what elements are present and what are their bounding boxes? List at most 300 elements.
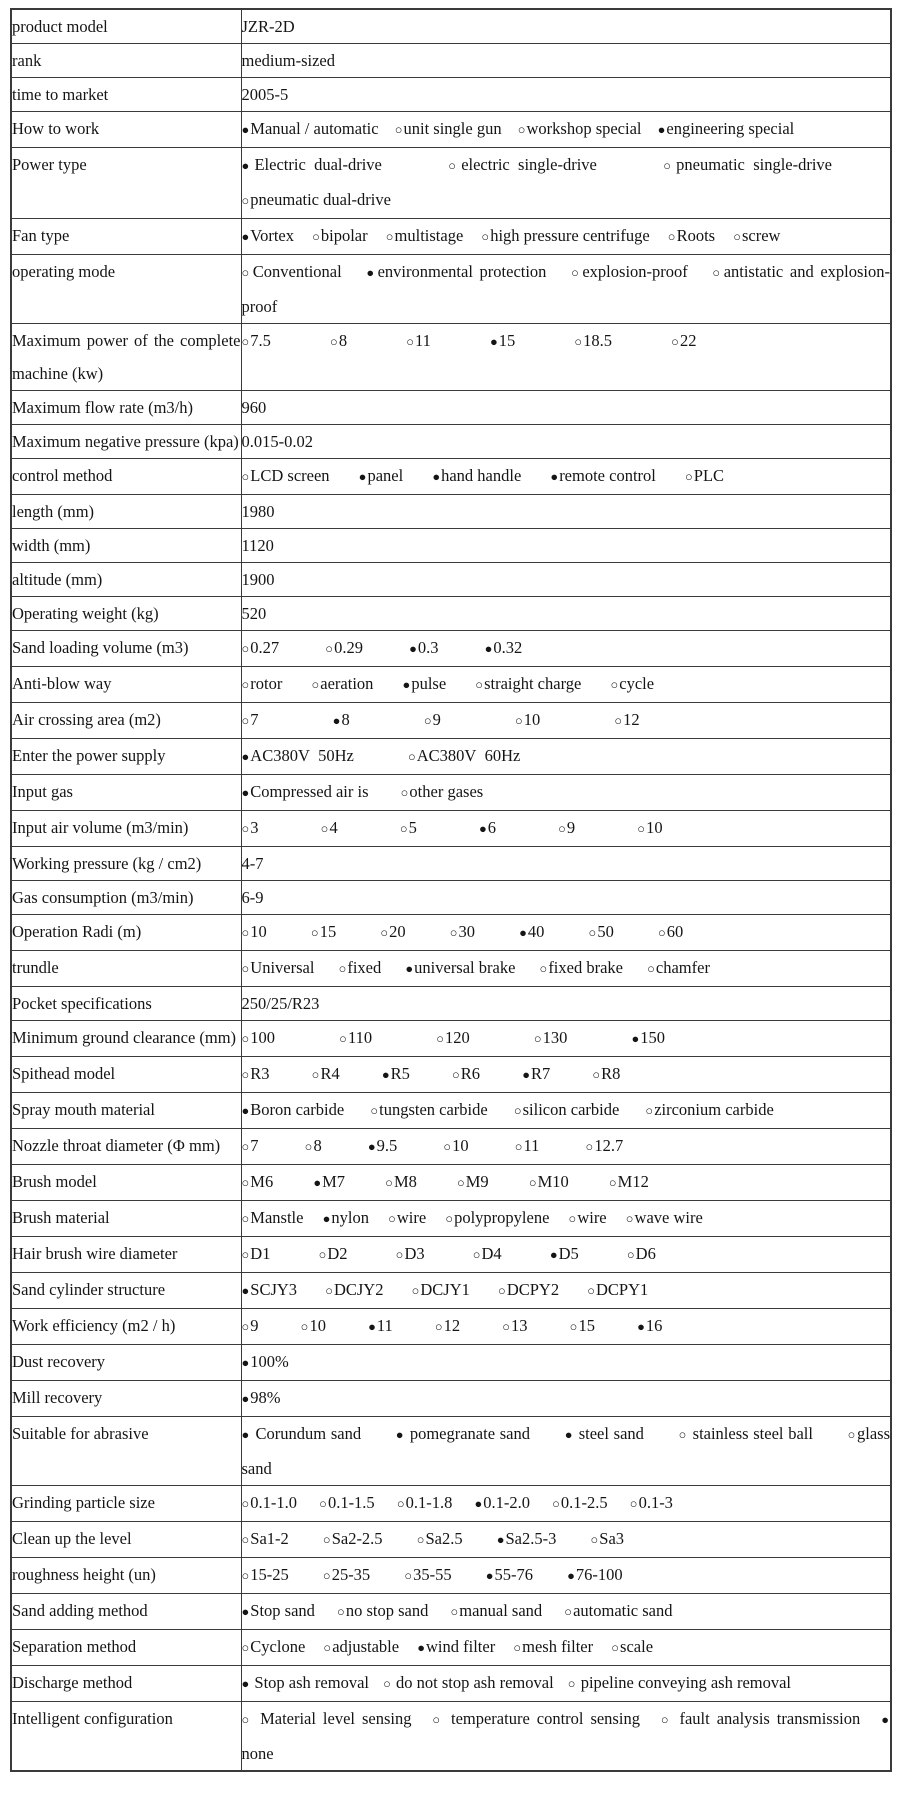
spec-option-label: 10 [646,818,663,837]
spec-option [242,1529,289,1548]
spec-row [11,811,891,847]
spec-value-cell [241,1165,891,1201]
spec-option [614,710,639,729]
spec-option [479,818,496,837]
spec-option-label: fixed [347,958,382,977]
spec-option-label: 0.32 [493,638,523,657]
spec-option-label: Compressed air is [250,782,369,801]
radio-empty-icon: ○ [400,786,409,800]
spec-option-label: aeration [320,674,374,693]
radio-empty-icon: ○ [502,1320,511,1334]
spec-option [529,1172,569,1191]
spec-option-label: glass sand [241,1424,890,1478]
radio-empty-icon: ○ [452,1068,460,1082]
spec-option-label: AC380V 50Hz [250,746,354,765]
spec-option-label: M12 [617,1172,649,1191]
spec-value-cell [241,1702,891,1772]
radio-empty-icon: ○ [300,1320,309,1334]
spec-value-cell [241,631,891,667]
spec-value-cell [241,1093,891,1129]
spec-label-cell: Maximum negative pressure (kpa) [11,425,241,459]
spec-option-label: 12 [623,710,640,729]
spec-option [242,1637,306,1656]
radio-empty-icon: ○ [407,750,416,764]
spec-option-label: 0.1-2.5 [560,1493,608,1512]
spec-option-label: Material level sensing [253,1709,412,1728]
radio-empty-icon: ○ [370,1104,379,1118]
spec-option [564,1601,672,1620]
radio-empty-icon: ○ [406,335,414,349]
radio-filled-icon: ● [405,962,414,976]
spec-option-label: 12.7 [594,1136,624,1155]
spec-option [242,782,369,801]
spec-option-label: Vortex [250,226,294,245]
spec-option [359,466,404,485]
spec-option [319,1493,375,1512]
spec-option-label: Manual / automatic [250,119,379,138]
spec-option-label: 7 [250,1136,259,1155]
spec-option [661,1709,860,1728]
spec-value-cell [241,1237,891,1273]
spec-option-label: 0.1-2.0 [483,1493,530,1512]
spec-value-cell [241,459,891,495]
radio-empty-icon: ○ [241,926,250,940]
spec-option-label: pulse [411,674,447,693]
radio-empty-icon: ○ [241,266,252,280]
spec-value-cell [241,1594,891,1630]
spec-row [11,951,891,987]
radio-empty-icon: ○ [552,1497,560,1511]
spec-value-cell: medium-sized [241,44,891,78]
radio-empty-icon: ○ [383,1677,391,1691]
spec-row [11,112,891,148]
spec-value-cell: 2005-5 [241,78,891,112]
spec-option [395,119,502,138]
spec-option [323,1565,370,1584]
spec-option [569,1208,607,1227]
spec-row [11,1417,891,1486]
radio-filled-icon: ● [241,1356,250,1370]
spec-option-label: tungsten carbide [379,1100,488,1119]
spec-option-label: M9 [465,1172,489,1191]
spec-option [550,1244,579,1263]
spec-option [448,155,597,174]
spec-label-cell: Anti-blow way [11,667,241,703]
radio-filled-icon: ● [549,1248,558,1262]
radio-filled-icon: ● [322,1212,331,1226]
spec-option [242,1136,259,1155]
radio-empty-icon: ○ [311,1068,320,1082]
spec-option-label: high pressure centrifuge [490,226,650,245]
spec-option-label: other gases [409,782,484,801]
spec-option-label: 0.27 [250,638,280,657]
spec-option-label: workshop special [526,119,642,138]
spec-option-label: Universal [250,958,315,977]
radio-filled-icon: ● [550,470,559,484]
radio-filled-icon: ● [489,335,498,349]
spec-option [733,226,780,245]
spec-row [11,459,891,495]
spec-option-label: wave wire [634,1208,703,1227]
radio-empty-icon: ○ [647,962,655,976]
spec-option-label: panel [367,466,404,485]
radio-filled-icon: ● [409,642,417,656]
spec-value-cell: 520 [241,597,891,631]
spec-option-label: pneumatic dual-drive [250,190,391,209]
spec-option [312,226,368,245]
radio-empty-icon: ○ [241,470,250,484]
spec-label-cell: Enter the power supply [11,739,241,775]
radio-filled-icon: ● [474,1497,483,1511]
spec-option [417,1529,463,1548]
spec-option-label: Conventional [252,262,342,281]
spec-option-label: wire [396,1208,427,1227]
spec-option [242,155,382,174]
spec-value-cell: 960 [241,391,891,425]
spec-option-label: fault analysis transmission [672,1709,861,1728]
radio-empty-icon: ○ [241,1140,250,1154]
spec-option-label: D5 [558,1244,579,1263]
radio-empty-icon: ○ [585,1140,594,1154]
radio-empty-icon: ○ [330,335,338,349]
spec-option [610,674,654,693]
spec-option-label: pomegranate sand [405,1424,530,1443]
spec-option-label: 0.3 [417,638,439,657]
radio-empty-icon: ○ [626,1248,635,1262]
radio-empty-icon: ○ [614,714,623,728]
spec-option [323,1637,399,1656]
radio-filled-icon: ● [241,1428,250,1442]
spec-option-label: DCPY1 [595,1280,649,1299]
spec-label-cell: Pocket specifications [11,987,241,1021]
radio-filled-icon: ● [241,230,250,244]
radio-filled-icon: ● [567,1569,575,1583]
spec-option [571,262,688,281]
radio-empty-icon: ○ [241,1713,253,1727]
radio-empty-icon: ○ [498,1284,506,1298]
spec-label-cell: time to market [11,78,241,112]
radio-empty-icon: ○ [434,1320,443,1334]
spec-value-cell [241,1630,891,1666]
spec-option [242,119,379,138]
spec-option [490,331,515,350]
spec-option-label: DCJY2 [333,1280,384,1299]
spec-option [242,710,259,729]
radio-filled-icon: ● [241,1104,250,1118]
radio-filled-icon: ● [241,1392,250,1406]
radio-filled-icon: ● [366,266,377,280]
spec-option [574,331,612,350]
spec-row [11,1057,891,1093]
spec-label-cell: Hair brush wire diameter [11,1237,241,1273]
spec-option [645,1100,773,1119]
radio-empty-icon: ○ [663,159,676,173]
spec-row [11,219,891,255]
spec-label-cell: Brush model [11,1165,241,1201]
spec-option [321,818,338,837]
spec-option-label: unit single gun [403,119,502,138]
radio-empty-icon: ○ [241,678,250,692]
spec-option [242,1673,369,1692]
spec-option-label: PLC [693,466,725,485]
radio-empty-icon: ○ [411,1284,420,1298]
spec-label-cell: Dust recovery [11,1345,241,1381]
spec-option [514,1100,619,1119]
radio-empty-icon: ○ [517,123,526,137]
spec-row [11,324,891,391]
spec-value-cell: 0.015-0.02 [241,425,891,459]
spec-option-label: adjustable [332,1637,400,1656]
radio-empty-icon: ○ [733,230,741,244]
spec-option [242,1352,289,1371]
spec-option [457,1172,489,1191]
spec-option [242,818,259,837]
radio-filled-icon: ● [564,1428,574,1442]
spec-option [368,1136,397,1155]
radio-filled-icon: ● [241,1677,250,1691]
radio-empty-icon: ○ [312,230,320,244]
spec-option-label: Manstle [250,1208,304,1227]
spec-option [443,1136,468,1155]
spec-option-label: 8 [341,710,350,729]
spec-option [408,746,520,765]
spec-option-label: explosion-proof [582,262,688,281]
spec-option-label: Stop sand [250,1601,315,1620]
spec-option [396,1244,425,1263]
spec-option [589,922,614,941]
radio-empty-icon: ○ [514,1140,523,1154]
spec-row [11,1309,891,1345]
radio-empty-icon: ○ [395,1248,404,1262]
radio-empty-icon: ○ [337,1605,345,1619]
spec-option [671,331,696,350]
spec-option [383,1673,554,1692]
spec-option [380,922,405,941]
spec-label-cell: Brush material [11,1201,241,1237]
spec-option [242,1493,298,1512]
radio-empty-icon: ○ [241,194,250,208]
spec-option [242,466,330,485]
radio-empty-icon: ○ [423,714,432,728]
radio-empty-icon: ○ [322,1533,331,1547]
radio-empty-icon: ○ [611,1641,620,1655]
spec-option-label: 35-55 [413,1565,452,1584]
spec-option [474,1493,530,1512]
spec-row [11,255,891,324]
radio-empty-icon: ○ [241,642,250,656]
spec-option [481,226,649,245]
spec-option [313,1172,345,1191]
spec-row [11,148,891,219]
spec-option-label: wind filter [426,1637,496,1656]
spec-option [406,331,431,350]
spec-option [668,226,715,245]
spec-option-label: 0.29 [334,638,363,657]
radio-empty-icon: ○ [385,1176,393,1190]
radio-empty-icon: ○ [241,714,250,728]
spec-option [658,922,683,941]
radio-empty-icon: ○ [394,123,403,137]
spec-label-cell: Operation Radi (m) [11,915,241,951]
spec-option-label: do not stop ash removal [391,1673,554,1692]
spec-option-label: 7 [250,710,259,729]
radio-empty-icon: ○ [311,678,320,692]
spec-option-label: 15-25 [250,1565,289,1584]
radio-empty-icon: ○ [608,1176,617,1190]
radio-empty-icon: ○ [539,962,548,976]
radio-empty-icon: ○ [241,1032,250,1046]
radio-empty-icon: ○ [671,335,679,349]
spec-value-cell: 1980 [241,495,891,529]
spec-option-label: Corundum sand [250,1424,362,1443]
spec-option-label: 20 [389,922,406,941]
spec-value-cell [241,1381,891,1417]
spec-option [570,1316,595,1335]
spec-label-cell: Spray mouth material [11,1093,241,1129]
spec-option [242,1601,315,1620]
spec-label-cell: operating mode [11,255,241,324]
radio-filled-icon: ● [519,926,527,940]
spec-label-cell: altitude (mm) [11,563,241,597]
spec-option [242,1100,345,1119]
spec-option-label: DCJY1 [420,1280,470,1299]
spec-option [242,1064,270,1083]
spec-option-label: Sa3 [599,1529,625,1548]
spec-row [11,1165,891,1201]
spec-row [11,1273,891,1309]
spec-option [540,958,623,977]
radio-empty-icon: ○ [528,1176,537,1190]
spec-option-label: 10 [523,710,541,729]
radio-empty-icon: ○ [388,1212,396,1226]
spec-option-label: 130 [542,1028,568,1047]
radio-empty-icon: ○ [569,1320,578,1334]
spec-value-cell [241,148,891,219]
radio-filled-icon: ● [241,750,250,764]
radio-empty-icon: ○ [592,1068,601,1082]
spec-option [515,1136,540,1155]
radio-empty-icon: ○ [241,1212,250,1226]
radio-empty-icon: ○ [667,230,676,244]
radio-empty-icon: ○ [436,1032,444,1046]
spec-option-label: 16 [645,1316,663,1335]
spec-option-label: pneumatic single-drive [676,155,833,174]
spec-option [242,1709,412,1728]
radio-filled-icon: ● [478,822,487,836]
spec-option-label: Roots [676,226,716,245]
spec-option-label: mesh filter [522,1637,594,1656]
spec-option-label: automatic sand [573,1601,673,1620]
spec-option [637,1316,662,1335]
spec-option-label: Sa2-2.5 [331,1529,383,1548]
spec-option-label: 15 [319,922,337,941]
spec-row [11,425,891,459]
spec-label-cell: length (mm) [11,495,241,529]
spec-option-label: antistatic and explosion-proof [241,262,890,316]
spec-option [242,190,391,209]
spec-option-label: 12 [443,1316,461,1335]
radio-empty-icon: ○ [533,1032,542,1046]
spec-option [337,1601,428,1620]
spec-option [242,958,315,977]
spec-option [242,1244,271,1263]
spec-value-cell [241,775,891,811]
spec-option [386,226,464,245]
spec-value-cell [241,667,891,703]
spec-value-cell [241,703,891,739]
spec-option [339,1028,372,1047]
spec-option-label: 9 [250,1316,259,1335]
spec-value-cell [241,255,891,324]
spec-label-cell: product model [11,9,241,44]
radio-empty-icon: ○ [325,642,334,656]
spec-option-label: 4 [329,818,338,837]
spec-option-label: 100 [250,1028,276,1047]
spec-option [242,331,271,350]
spec-label-cell: Mill recovery [11,1381,241,1417]
spec-option-label: 5 [408,818,417,837]
spec-option-label: D2 [327,1244,348,1263]
spec-option [630,1493,673,1512]
spec-option-label: 9.5 [376,1136,398,1155]
spec-row [11,775,891,811]
spec-value-cell: JZR-2D [241,9,891,44]
spec-row [11,631,891,667]
spec-option [513,1637,593,1656]
spec-option [450,922,475,941]
spec-option [632,1028,666,1047]
spec-option [518,119,642,138]
spec-row [11,1237,891,1273]
spec-option [417,1637,495,1656]
radio-empty-icon: ○ [432,1713,444,1727]
spec-option [242,1172,274,1191]
spec-row [11,667,891,703]
radio-empty-icon: ○ [241,1641,250,1655]
spec-option [323,1529,383,1548]
spec-option-label: 10 [250,922,267,941]
spec-option-label: 120 [444,1028,470,1047]
spec-option [502,1316,527,1335]
spec-row [11,1522,891,1558]
spec-option [550,466,655,485]
radio-empty-icon: ○ [241,1533,250,1547]
radio-empty-icon: ○ [574,335,583,349]
spec-option-label: 150 [640,1028,666,1047]
radio-filled-icon: ● [381,1068,390,1082]
spec-label-cell: Input air volume (m3/min) [11,811,241,847]
spec-option [432,1709,640,1728]
radio-filled-icon: ● [367,1140,376,1154]
spec-option-label: 0.1-3 [638,1493,673,1512]
radio-empty-icon: ○ [571,266,582,280]
spec-option [311,922,336,941]
radio-empty-icon: ○ [339,1032,347,1046]
radio-empty-icon: ○ [241,335,250,349]
spec-row [11,1594,891,1630]
spec-option-label: 22 [679,331,697,350]
spec-option-label: SCJY3 [250,1280,298,1299]
spec-option-label: stainless steel ball [687,1424,813,1443]
radio-empty-icon: ○ [449,926,458,940]
spec-value-cell [241,1417,891,1486]
spec-label-cell: Minimum ground clearance (mm) [11,1021,241,1057]
spec-option-label: R5 [390,1064,410,1083]
radio-empty-icon: ○ [564,1605,573,1619]
spec-option [330,331,347,350]
spec-value-cell [241,112,891,148]
spec-option-label: 11 [523,1136,540,1155]
